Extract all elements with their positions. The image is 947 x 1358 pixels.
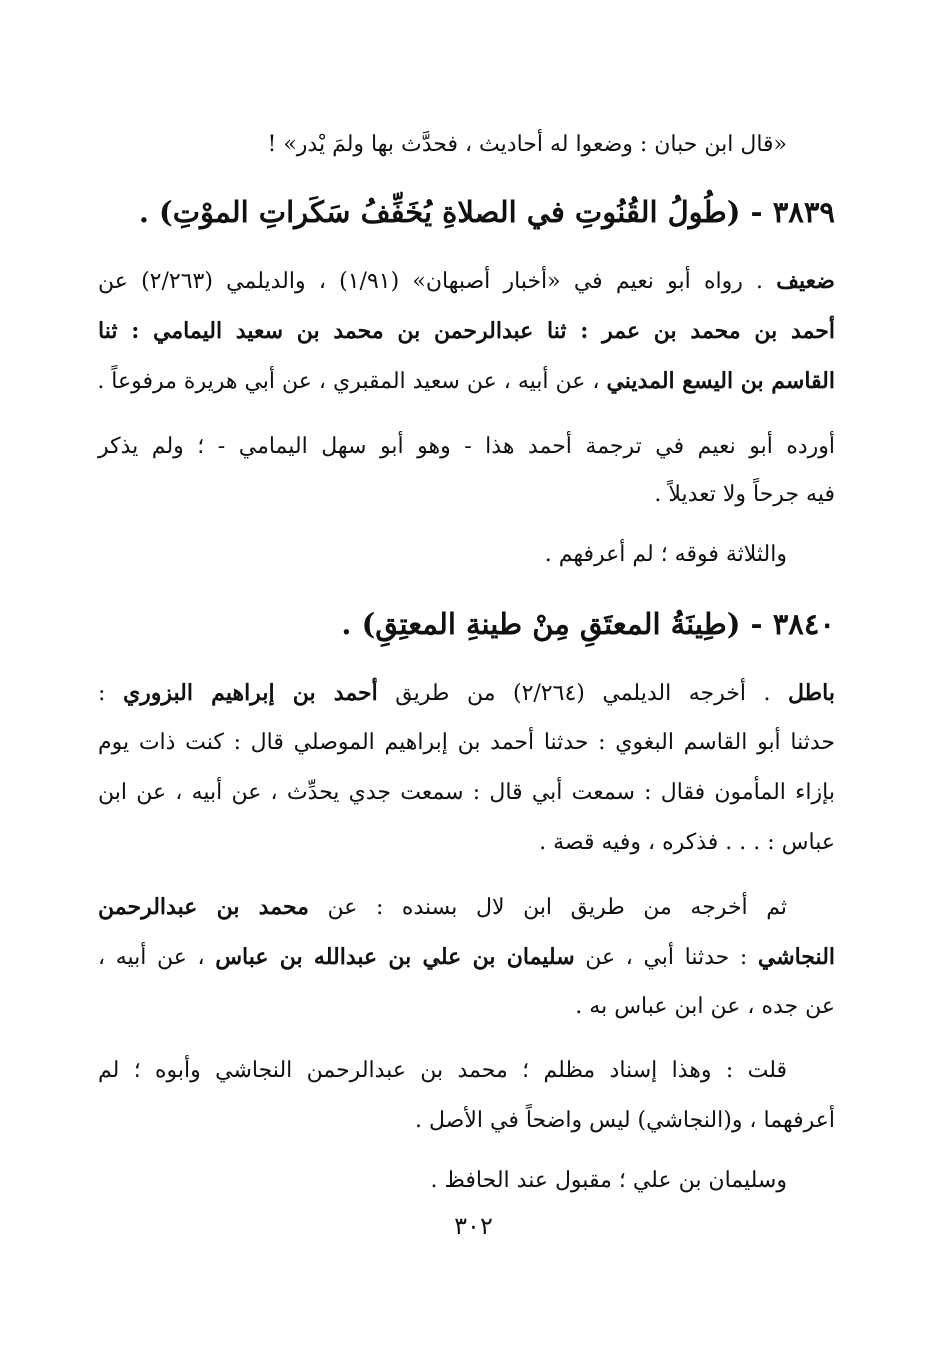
line-text: وسليمان بن علي ؛ مقبول عند الحافظ . (430, 1168, 787, 1193)
line-text: قلت : وهذا إسناد مظلم ؛ محمد بن عبدالرحمن النجاشي وأبوه ؛ لم (98, 1058, 787, 1083)
takhrij-3840-line-4 (98, 826, 835, 862)
line-text: والثلاثة فوقه ؛ لم أعرفهم . (544, 542, 787, 567)
hadith-3839-heading (98, 192, 835, 236)
line-text: فيه جرحاً ولا تعديلاً . (654, 482, 835, 507)
narrator-name: أحمد بن إبراهيم البزوري (122, 680, 378, 706)
line-text: : (98, 681, 123, 706)
author-note-line-2 (98, 1104, 835, 1140)
line-text: بإزاء المأمون فقال : سمعت أبي قال : سمعت جدي يحدِّث ، عن أبيه ، عن ابن (98, 780, 835, 805)
quote-line (98, 128, 787, 164)
page-number: ٣٠٢ (454, 1212, 493, 1240)
takhrij-3840-line-2 (98, 726, 835, 762)
line-text: حدثنا أبو القاسم البغوي : حدثنا أحمد بن إبراهيم الموصلي قال : كنت ذات يوم (98, 730, 835, 755)
narrator-name: سليمان بن علي بن عبدالله بن عباس (215, 944, 575, 970)
line-text: أحمد بن محمد بن عمر : ثنا عبدالرحمن بن محمد بن سعيد اليمامي : ثنا (98, 318, 835, 344)
line-text: . أخرجه الديلمي (٢/٢٦٤) من طريق (377, 681, 788, 706)
heading-text: ٣٨٣٩ - (طُولُ القُنُوتِ في الصلاةِ يُخَفِّفُ سَكَراتِ الموْتِ) . (138, 195, 835, 229)
takhrij-3839-line-1 (98, 264, 835, 300)
line-text: «قال ابن حبان : وضعوا له أحاديث ، فحدَّث بها ولمَ يْدر» ! (267, 132, 787, 157)
takhrij-3840-line-3 (98, 776, 835, 812)
narrator-name: محمد بن عبدالرحمن (98, 894, 309, 920)
hadith-3840-heading (98, 604, 835, 648)
takhrij-3839-line-3 (98, 364, 835, 400)
line-text: عن جده ، عن ابن عباس به . (575, 994, 835, 1019)
takhrij-3839-line-2 (98, 314, 835, 350)
line-text: أورده أبو نعيم في ترجمة أحمد هذا - وهو أبو سهل اليمامي - ؛ ولم يذكر (98, 434, 835, 459)
line-text: ثم أخرجه من طريق ابن لال بسنده : عن (308, 895, 787, 920)
line-text: ، عن أبيه ، عن سعيد المقبري ، عن أبي هريرة مرفوعاً . (97, 369, 607, 394)
narrator-name: النجاشي (757, 944, 836, 970)
line-text: عباس : . . . فذكره ، وفيه قصة . (539, 830, 835, 855)
grade-label: باطل (788, 680, 835, 706)
author-note-line-3 (98, 1164, 787, 1200)
comment-3839-line-2 (98, 478, 835, 514)
second-route-line-1 (98, 890, 787, 926)
line-text: : حدثنا أبي ، عن (574, 945, 758, 970)
line-text: أعرفهما ، و(النجاشي) ليس واضحاً في الأصل . (415, 1108, 835, 1133)
author-note-line-1 (98, 1054, 787, 1090)
heading-text: ٣٨٤٠ - (طِينَةُ المعتَقِ مِنْ طينةِ المعتِقِ) . (341, 607, 835, 641)
second-route-line-2 (98, 940, 835, 976)
line-text: ، عن أبيه ، (98, 945, 216, 970)
second-route-line-3 (98, 990, 835, 1026)
takhrij-3840-line-1 (98, 676, 835, 712)
grade-label: ضعيف (776, 268, 835, 294)
comment-3839-line-3 (98, 538, 787, 574)
narrator-name: القاسم بن اليسع المديني (606, 368, 835, 394)
line-text: . رواه أبو نعيم في «أخبار أصبهان» (١/٩١) ، والديلمي (٢/٢٦٣) عن (98, 269, 777, 294)
comment-3839-line-1 (98, 430, 835, 466)
